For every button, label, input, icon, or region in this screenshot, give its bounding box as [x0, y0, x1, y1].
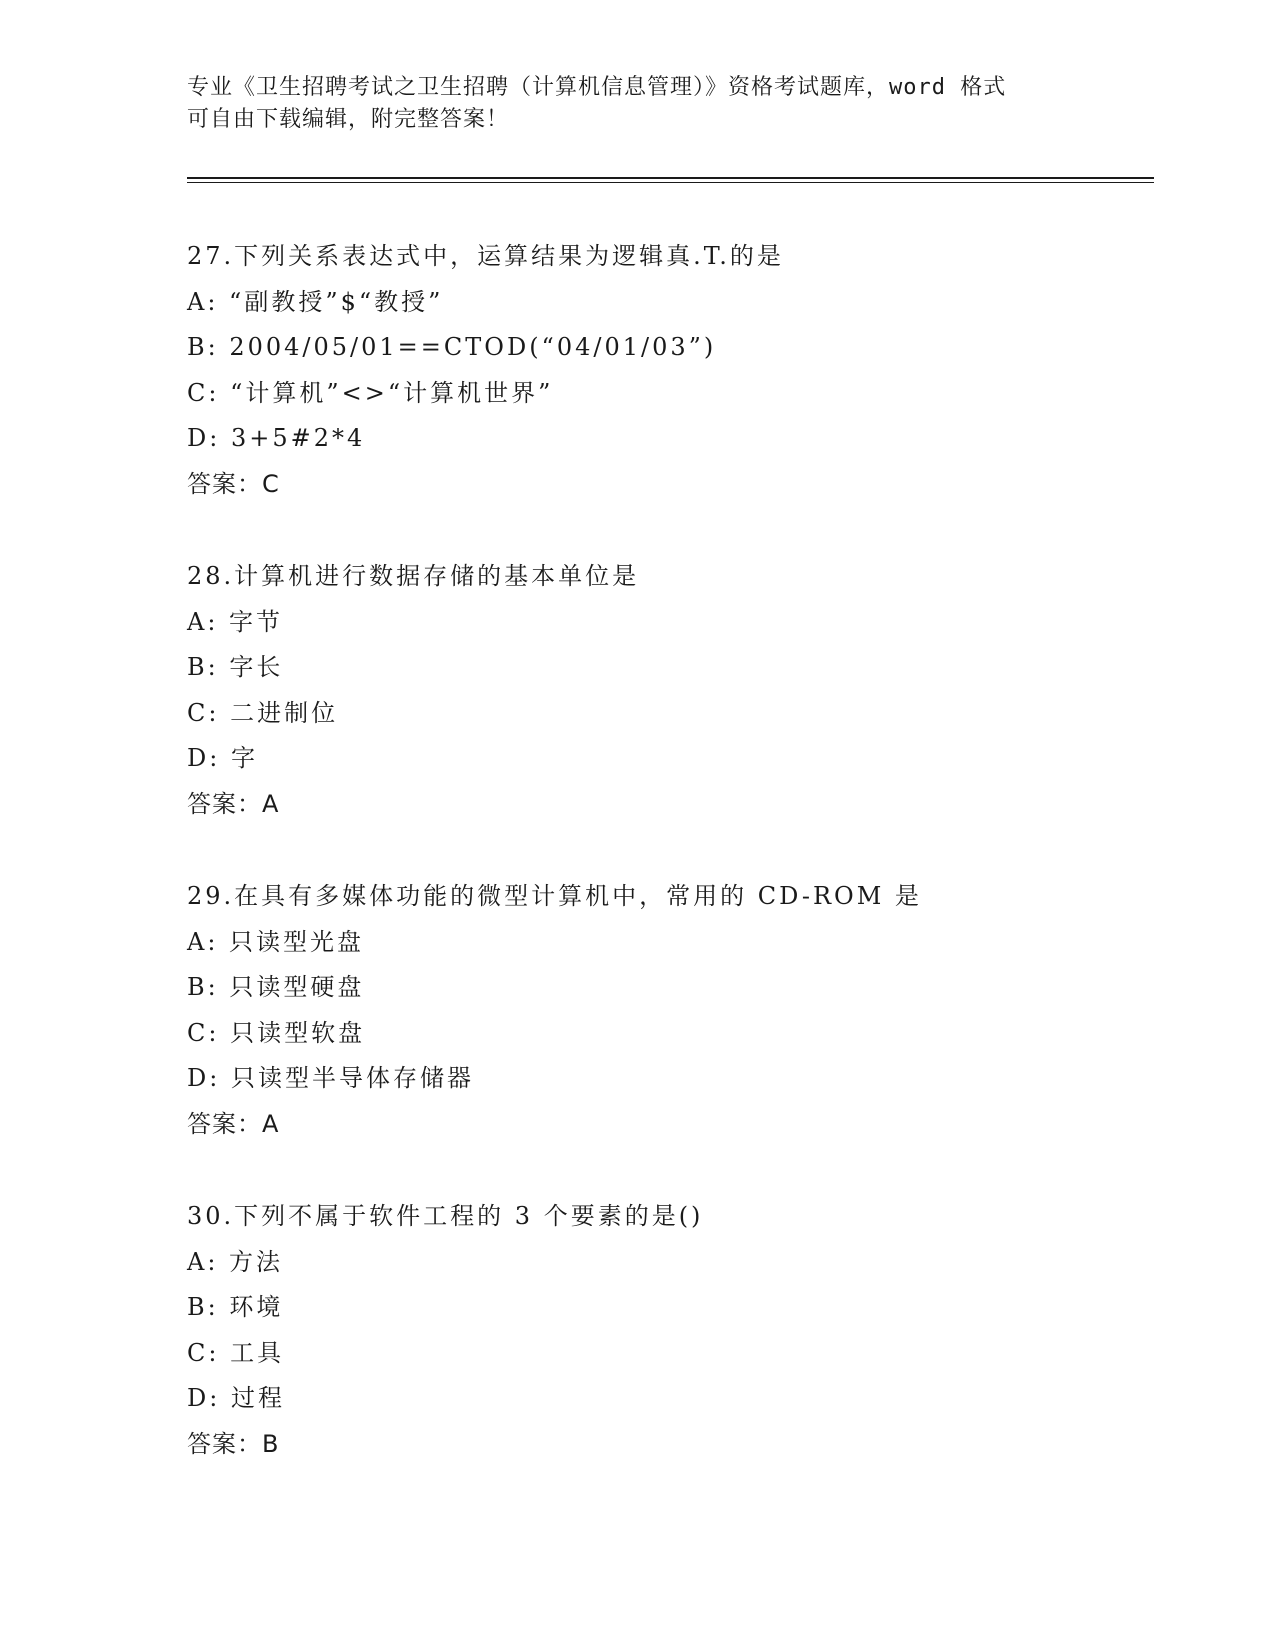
option-c: C: 二进制位	[187, 698, 339, 727]
option-a: A: “副教授”$“教授”	[187, 287, 444, 316]
document-header	[187, 72, 1087, 136]
answer-text: 答案：C	[187, 469, 280, 498]
answer-text: 答案：A	[187, 1109, 280, 1138]
question-29	[187, 874, 1147, 1147]
option-a: A: 只读型光盘	[187, 927, 365, 956]
option-d: D: 只读型半导体存储器	[187, 1064, 474, 1092]
question-stem: 30.下列不属于软件工程的 3 个要素的是()	[187, 1202, 704, 1230]
answer-text: 答案：B	[187, 1429, 280, 1458]
option-d: D: 3+5#2*4	[187, 424, 366, 452]
question-27	[187, 234, 1147, 507]
header-divider-thick	[187, 177, 1154, 179]
option-a: A: 方法	[187, 1247, 284, 1276]
option-c: C: 工具	[187, 1338, 285, 1367]
question-stem: 28.计算机进行数据存储的基本单位是	[187, 562, 640, 590]
header-line-1: 专业《卫生招聘考试之卫生招聘（计算机信息管理）》资格考试题库，word 格式	[187, 75, 1007, 100]
answer-text: 答案：A	[187, 789, 280, 818]
option-d: D: 过程	[187, 1384, 285, 1412]
question-stem: 29.在具有多媒体功能的微型计算机中，常用的 CD-ROM 是	[187, 882, 922, 910]
option-b: B: 字长	[187, 653, 284, 681]
option-c: C: 只读型软盘	[187, 1018, 366, 1047]
option-d: D: 字	[187, 744, 258, 772]
header-divider-thin	[187, 182, 1154, 183]
question-30	[187, 1194, 1147, 1467]
header-line-2: 可自由下载编辑，附完整答案！	[187, 107, 510, 132]
question-28	[187, 554, 1147, 827]
option-b: B: 环境	[187, 1293, 284, 1321]
option-a: A: 字节	[187, 607, 284, 636]
question-stem: 27.下列关系表达式中，运算结果为逻辑真.T.的是	[187, 242, 784, 270]
option-c: C: “计算机”<>“计算机世界”	[187, 378, 554, 407]
option-b: B: 只读型硬盘	[187, 973, 365, 1001]
option-b: B: 2004/05/01==CTOD(“04/01/03”)	[187, 333, 717, 361]
